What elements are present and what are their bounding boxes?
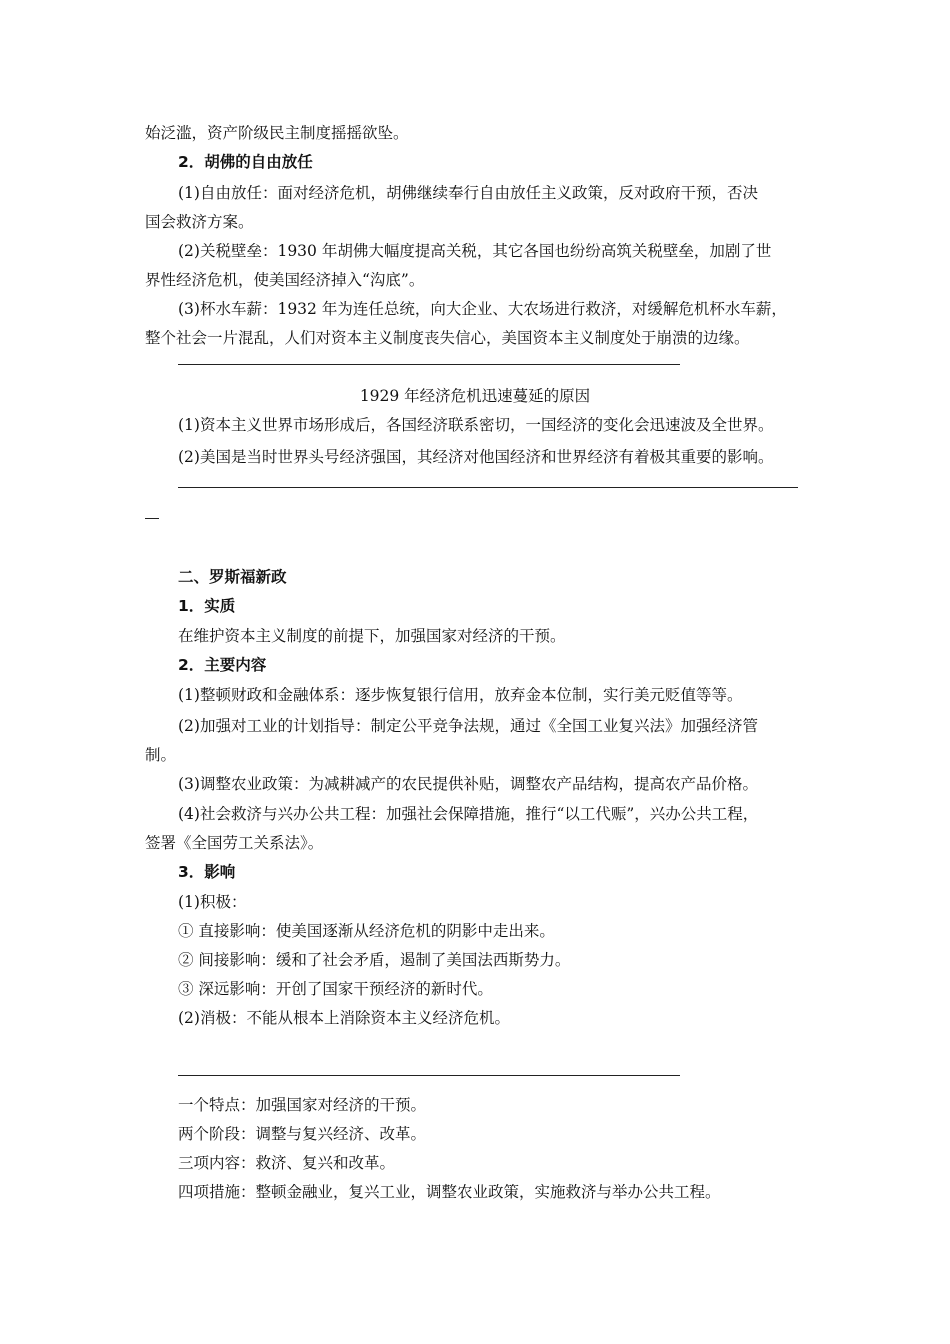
divider-top — [178, 364, 680, 365]
content-4a: (4)社会救济与兴办公共工程：加强社会保障措施，推行“以工代赈”，兴办公共工程， — [178, 805, 759, 823]
heading-essence: 1．实质 — [178, 597, 236, 615]
impact-negative: (2)消极：不能从根本上消除资本主义经济危机。 — [178, 1009, 510, 1027]
para-essence: 在维护资本主义制度的前提下，加强国家对经济的干预。 — [178, 627, 566, 645]
summary-3: 三项内容：救济、复兴和改革。 — [178, 1154, 396, 1172]
heading-new-deal: 二、罗斯福新政 — [178, 568, 287, 586]
summary-2: 两个阶段：调整与复兴经济、改革。 — [178, 1125, 427, 1143]
summary-4: 四项措施：整顿金融业，复兴工业，调整农业政策，实施救济与举办公共工程。 — [178, 1183, 721, 1201]
para-continuation: 始泛滥，资产阶级民主制度摇摇欲坠。 — [145, 124, 409, 142]
impact-3: ③ 深远影响：开创了国家干预经济的新时代。 — [178, 980, 493, 998]
content-4b: 签署《全国劳工关系法》。 — [145, 834, 324, 852]
box-title: 1929 年经济危机迅速蔓延的原因 — [359, 387, 591, 405]
heading-hoover: 2．胡佛的自由放任 — [178, 153, 313, 171]
content-2b: 制。 — [145, 746, 177, 764]
summary-1: 一个特点：加强国家对经济的干预。 — [178, 1096, 427, 1114]
box-reason-1: (1)资本主义世界市场形成后，各国经济联系密切，一国经济的变化会迅速波及全世界。 — [178, 416, 774, 434]
content-3: (3)调整农业政策：为减耕减产的农民提供补贴，调整农产品结构，提高农产品价格。 — [178, 775, 758, 793]
heading-content: 2．主要内容 — [178, 656, 267, 674]
para-tariff-1: (2)关税壁垒：1930 年胡佛大幅度提高关税，其它各国也纷纷高筑关税壁垒，加剧了世 — [178, 242, 772, 260]
para-relief-1: (3)杯水车薪：1932 年为连任总统，向大企业、大农场进行救济，对缓解危机杯水车薪， — [178, 300, 787, 318]
content-2a: (2)加强对工业的计划指导：制定公平竞争法规，通过《全国工业复兴法》加强经济管 — [178, 717, 758, 735]
divider-summary — [178, 1075, 680, 1076]
divider-bottom — [178, 487, 798, 488]
impact-positive: (1)积极： — [178, 893, 247, 911]
para-relief-2: 整个社会一片混乱，人们对资本主义制度丧失信心，美国资本主义制度处于崩溃的边缘。 — [145, 329, 750, 347]
impact-2: ② 间接影响：缓和了社会矛盾，遏制了美国法西斯势力。 — [178, 951, 571, 969]
impact-1: ① 直接影响：使美国逐渐从经济危机的阴影中走出来。 — [178, 922, 555, 940]
heading-impact: 3．影响 — [178, 863, 236, 881]
content-1: (1)整顿财政和金融体系：逐步恢复银行信用，放弃金本位制，实行美元贬值等等。 — [178, 686, 743, 704]
para-tariff-2: 界性经济危机，使美国经济掉入“沟底”。 — [145, 271, 425, 289]
dash-mark — [145, 518, 159, 519]
para-laissez-faire-1: (1)自由放任：面对经济危机，胡佛继续奉行自由放任主义政策，反对政府干预，否决 — [178, 184, 758, 202]
para-laissez-faire-2: 国会救济方案。 — [145, 213, 254, 231]
box-reason-2: (2)美国是当时世界头号经济强国，其经济对他国经济和世界经济有着极其重要的影响。 — [178, 448, 774, 466]
